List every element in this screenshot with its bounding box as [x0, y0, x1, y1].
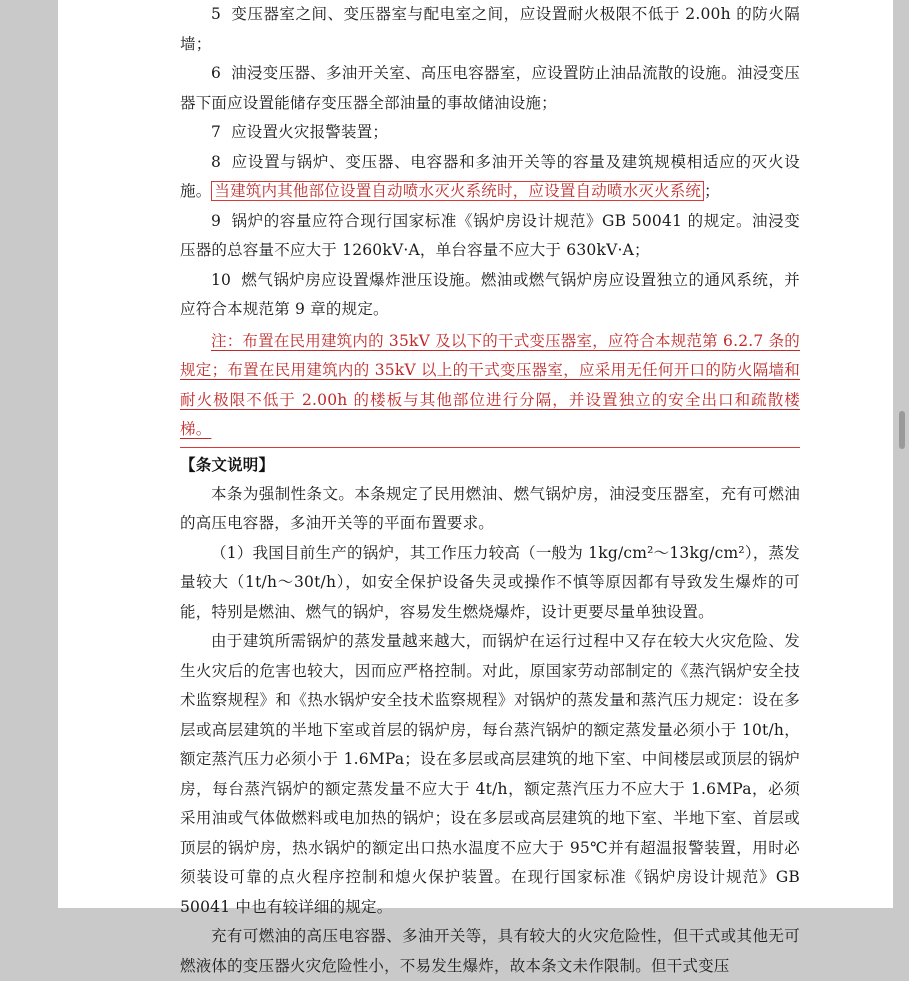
highlighted-clause: 当建筑内其他部位设置自动喷水灭火系统时，应设置自动喷水灭火系统 — [211, 181, 704, 201]
item-number: 6 — [211, 64, 222, 82]
list-item-highlighted — [180, 148, 800, 207]
list-item — [180, 266, 800, 325]
list-item — [180, 59, 800, 118]
item-number: 7 — [211, 123, 222, 141]
document-body — [180, 0, 800, 981]
list-item — [180, 118, 800, 148]
list-item — [180, 207, 800, 266]
explanation-paragraph: 本条为强制性条文。本条规定了民用燃油、燃气锅炉房，油浸变压器室，充有可燃油的高压电容器，多油开关等的平面布置要求。 — [180, 484, 800, 532]
item-text: 燃气锅炉房应设置爆炸泄压设施。燃油或燃气锅炉房应设置独立的通风系统，并应符合本规范第 9 章的规定。 — [180, 270, 800, 318]
vertical-scrollbar[interactable] — [899, 411, 905, 449]
item-number: 9 — [211, 211, 222, 230]
item-text-after: ； — [704, 182, 720, 200]
section-heading: 【条文说明】 — [180, 454, 275, 474]
item-text: 应设置火灾报警装置； — [231, 123, 389, 141]
item-text: 锅炉的容量应符合现行国家标准《锅炉房设计规范》GB 50041 的规定。油浸变压器的总容量不应大于 1260kV·A，单台容量不应大于 630kV·A； — [180, 211, 800, 259]
item-text: 变压器室之间、变压器室与配电室之间，应设置耐火极限不低于 2.00h 的防火隔墙； — [180, 5, 800, 53]
item-number: 8 — [211, 152, 222, 171]
item-number: 5 — [211, 5, 222, 23]
item-number: 10 — [211, 270, 232, 289]
explanation-paragraph: （1）我国目前生产的锅炉，其工作压力较高（一般为 1kg/cm²～13kg/cm²），蒸发量较大（1t/h～30t/h），如安全保护设备失灵或操作不慎等原因都有导致发生爆炸的可能，特别是燃油、燃气的锅炉，容易发生燃烧爆炸，设计更要尽量单独设置。 — [180, 543, 800, 621]
explanation-paragraph: 充有可燃油的高压电容器、多油开关等，具有较大的火灾危险性，但干式或其他无可燃液体的变压器火灾危险性小，不易发生爆炸，故本条文未作限制。但干式变压 — [180, 927, 800, 975]
item-text-before: 应设置与锅炉、变压器、电容器和多油开关等的容量及建筑规模相适应的灭火设施。 — [180, 152, 800, 200]
item-text: 油浸变压器、多油开关室、高压电容器室，应设置防止油品流散的设施。油浸变压器下面应设置能储存变压器全部油量的事故储油设施； — [180, 64, 800, 112]
document-page — [58, 0, 893, 975]
red-note-block — [180, 327, 800, 448]
explanation-paragraph: 由于建筑所需锅炉的蒸发量越来越大，而锅炉在运行过程中又存在较大火灾危险、发生火灾后的危害也较大，因而应严格控制。对此，原国家劳动部制定的《蒸汽锅炉安全技术监察规程》和《热水锅炉安全技术监察规程》对锅炉的蒸发量和蒸汽压力规定：设在多层或高层建筑的半地下室或首层的锅炉房，每台蒸汽锅炉的额定蒸发量必须小于 10t/h，额定蒸汽压力必须小于 1.6MPa；设在多层或高层建筑的地下室、中间楼层或顶层的锅炉房，每台蒸汽锅炉的额定蒸发量不应大于 4t/h，额定蒸汽压力不应大于 1.6MPa，必须采用油或气体做燃料或电加热的锅炉；设在多层或高层建筑的地下室、半地下室、首层或顶层的锅炉房，热水锅炉的额定出口热水温度不应大于 95℃并有超温报警装置，用时必须装设可靠的点火程序控制和熄火保护装置。在现行国家标准《锅炉房设计规范》GB 50041 中也有较详细的规定。 — [180, 632, 800, 916]
red-note-text: 注：布置在民用建筑内的 35kV 及以下的干式变压器室，应符合本规范第 6.2.7 条的规定；布置在民用建筑内的 35kV 以上的干式变压器室，应采用无任何开口的防火隔墙和耐火极限不低于 2.00h 的楼板与其他部位进行分隔，并设置独立的安全出口和疏散楼梯。 — [180, 331, 800, 438]
list-item — [180, 0, 800, 59]
